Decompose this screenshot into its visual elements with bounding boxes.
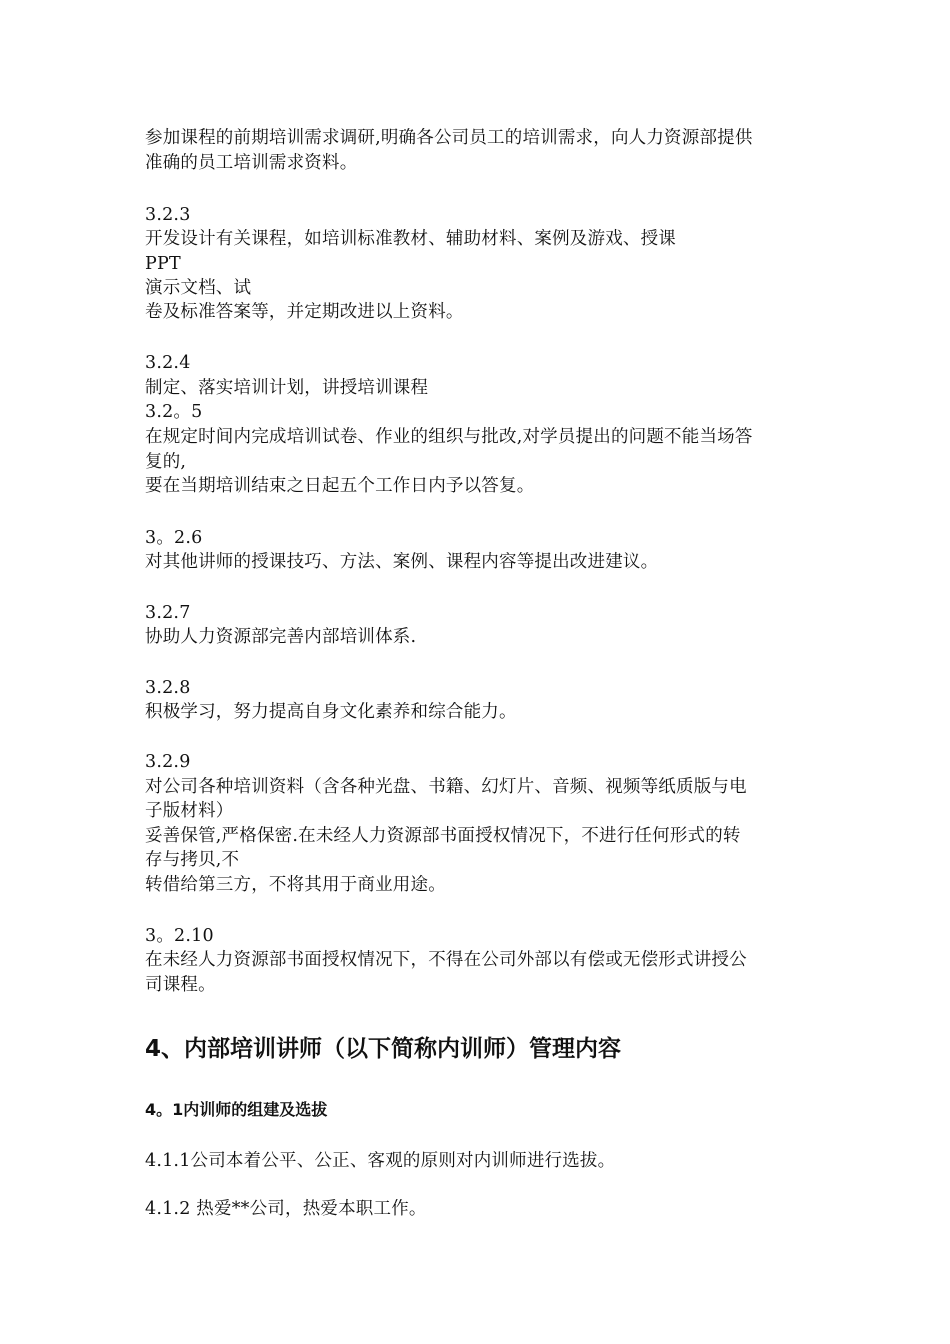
body-text-line: 演示文档、试 [145, 278, 252, 298]
body-text-line: 子版材料） [145, 801, 234, 821]
body-text-line: 4.1.1公司本着公平、公正、客观的原则对内训师进行选拔。 [145, 1151, 616, 1171]
body-text-line: 积极学习，努力提高自身文化素养和综合能力。 [145, 702, 517, 722]
section-number: 3.2。5 [145, 402, 203, 422]
section-number: 3.2.4 [145, 353, 191, 373]
body-text-line: 准确的员工培训需求资料。 [145, 153, 358, 173]
body-text-line: 开发设计有关课程，如培训标准教材、辅助材料、案例及游戏、授课 [145, 229, 676, 249]
section-number: 3。2.6 [145, 528, 203, 548]
body-text-line: 卷及标准答案等，并定期改进以上资料。 [145, 302, 464, 322]
section-heading: 4、内部培训讲师（以下简称内训师）管理内容 [145, 1036, 622, 1062]
section-number: 3.2.3 [145, 205, 191, 225]
section-number: 3.2.7 [145, 603, 191, 623]
body-text-line: 对其他讲师的授课技巧、方法、案例、课程内容等提出改进建议。 [145, 552, 659, 572]
body-text-line: 制定、落实培训计划，讲授培训课程 [145, 378, 429, 398]
body-text-line: 妥善保管,严格保密.在未经人力资源部书面授权情况下，不进行任何形式的转 [145, 826, 741, 846]
section-number: 3.2.8 [145, 678, 191, 698]
section-number: 3.2.9 [145, 752, 191, 772]
subsection-heading: 4。1内训师的组建及选拔 [145, 1100, 328, 1119]
body-text-line: 在规定时间内完成培训试卷、作业的组织与批改,对学员提出的问题不能当场答 [145, 427, 753, 447]
body-text-line: 司课程。 [145, 975, 216, 995]
body-text-line: 对公司各种培训资料（含各种光盘、书籍、幻灯片、音频、视频等纸质版与电 [145, 777, 747, 797]
body-text-line: PPT [145, 254, 181, 274]
body-text-line: 复的, [145, 452, 187, 472]
body-text-line: 参加课程的前期培训需求调研,明确各公司员工的培训需求，向人力资源部提供 [145, 128, 753, 148]
body-text-line: 存与拷贝,不 [145, 850, 240, 870]
body-text-line: 转借给第三方，不将其用于商业用途。 [145, 875, 446, 895]
body-text-line: 4.1.2 热爱**公司，热爱本职工作。 [145, 1199, 427, 1219]
body-text-line: 协助人力资源部完善内部培训体系. [145, 627, 417, 647]
body-text-line: 在未经人力资源部书面授权情况下，不得在公司外部以有偿或无偿形式讲授公 [145, 950, 747, 970]
body-text-line: 要在当期培训结束之日起五个工作日内予以答复。 [145, 476, 535, 496]
section-number: 3。2.10 [145, 926, 214, 946]
